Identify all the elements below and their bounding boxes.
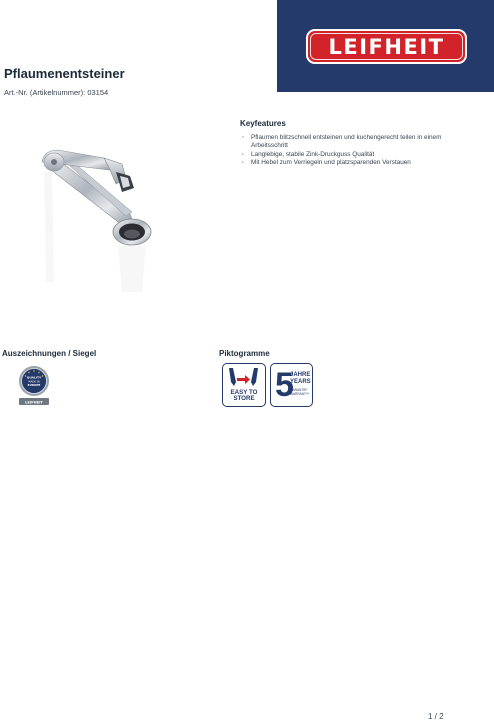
warranty-small-label: GARANTIE* WARRANTY*: [290, 388, 310, 396]
seal-text-1: QUALITY: [26, 375, 42, 380]
store-lever-icon: [223, 366, 264, 390]
keyfeatures-heading: Keyfeatures: [240, 119, 286, 128]
leifheit-logo: [306, 29, 467, 64]
article-number: Art.-Nr. (Artikelnummer): 03154: [4, 88, 109, 97]
keyfeature-item: · Mit Hebel zum Verriegeln und platzsparenden Verstauen: [242, 159, 472, 167]
product-title: Pflaumenentsteiner: [4, 66, 125, 81]
warranty-number: 5: [275, 366, 294, 404]
quality-made-in-europe-seal-icon: [17, 365, 51, 407]
plum-pitter-image: [30, 132, 180, 302]
logo-text: LEIFHEIT: [328, 34, 445, 59]
keyfeatures-list: [242, 134, 472, 168]
page-indicator: 1 / 2: [428, 712, 444, 720]
five-year-warranty-icon: [270, 363, 313, 407]
keyfeature-item: · Langlebige, stabile Zink-Druckguss Qualität: [242, 151, 472, 159]
header-brand-band: [277, 0, 494, 92]
keyfeature-item: · Pflaumen blitzschnell entsteinen und kuchengerecht teilen in einem Arbeitsschritt: [242, 134, 472, 151]
seal-text-3: EUROPE: [27, 383, 41, 387]
easy-to-store-icon: [222, 363, 266, 407]
warranty-years-label: JAHRE YEARS: [290, 372, 311, 385]
pictograms-heading: Piktogramme: [219, 349, 270, 358]
seal-brand-text: LEIFHEIT: [25, 400, 43, 405]
awards-heading: Auszeichnungen / Siegel: [2, 349, 97, 358]
easy-to-store-label: EASY TO STORE: [230, 388, 258, 403]
seal-text-2: MADE IN: [28, 380, 40, 384]
